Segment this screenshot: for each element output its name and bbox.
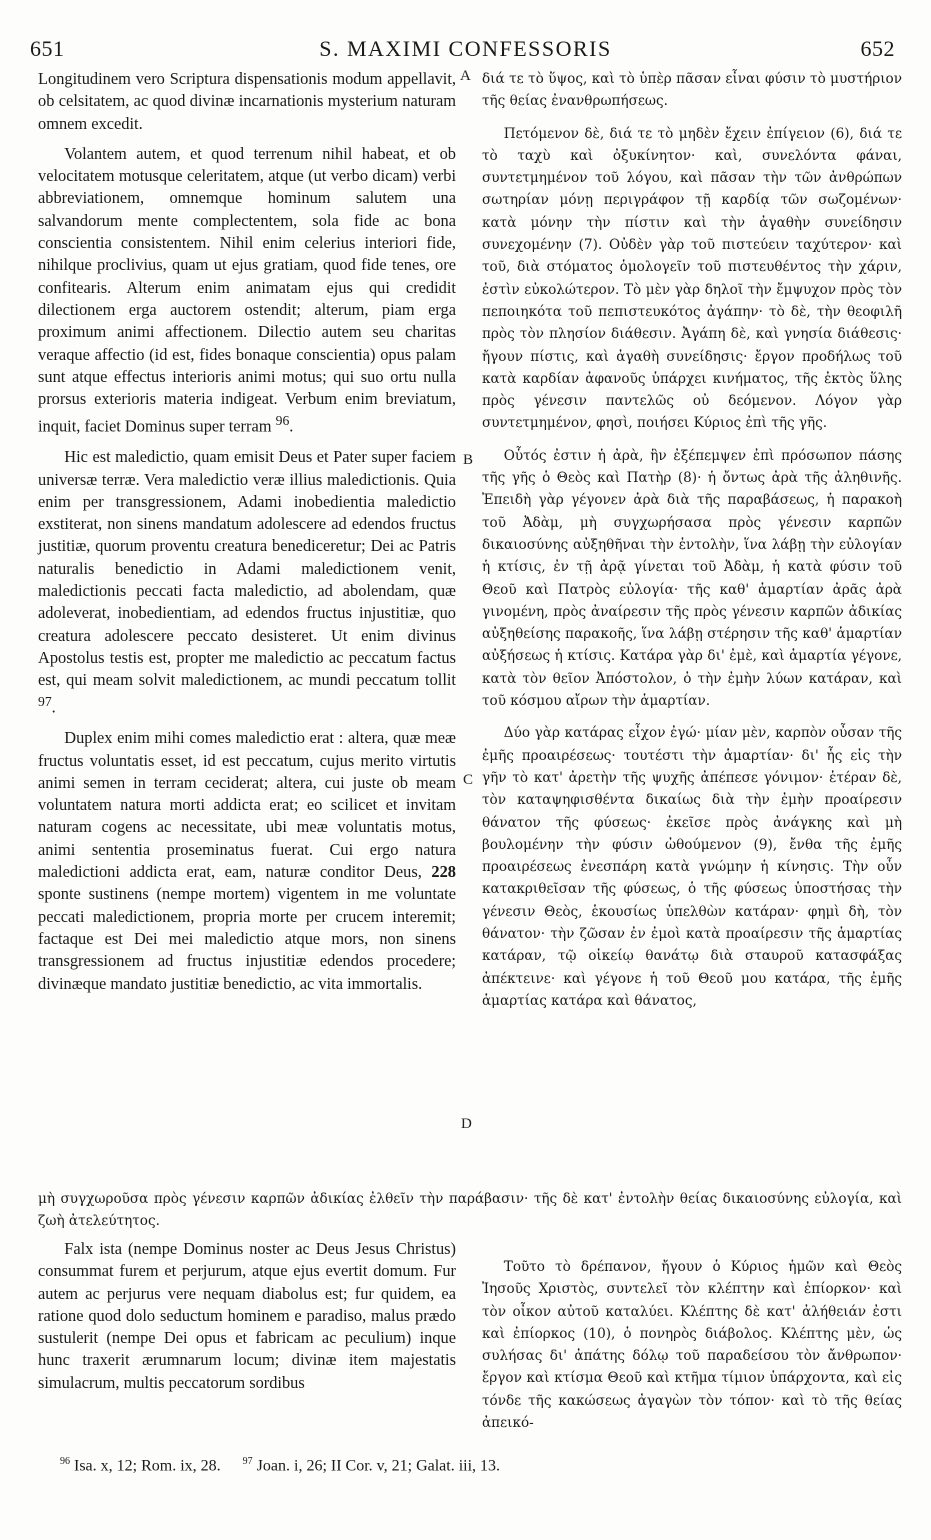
footnote-ref: 97 (38, 694, 52, 710)
latin-paragraph: Longitudinem vero Scriptura dispensationis modum appellavit, ob celsitatem, ac quod divinæ incarnationis mysterium naturam omnem excedit. (38, 69, 456, 133)
latin-paragraph: Falx ista (nempe Dominus noster ac Deus Jesus Christus) consummat furem et perjurum, atque ejus evertit domum. Fur autem ac perjurus vere nequam diabolus est; fur quidem, ea ratione quod dolo seductum hominem e paradiso, malus prædo sustulerit (nempe Dei opus et fabricam ac peculium) inque hunc traxerit ærumnarum locum; divinæ item majestatis simulacrum, multis peccatorum sordibus (38, 1239, 456, 1392)
margin-marker-a: A (460, 68, 471, 84)
latin-column-top (38, 68, 456, 995)
latin-paragraph: Duplex enim mihi comes maledictio erat : altera, quæ meæ fructus voluntatis esset, id est peccatum, cujus merito virtutis animi semen in terram ceciderat; altera, cui juste ob meam voluntatem natura morti addicta erat; eo scilicet et invitam naturam cogens ac necessitate, ubi meæ voluntatis motus, animi sententia proseminatus fuerat. Cui ergo natura maledictioni addicta erat, eam, naturæ conditor Deus, 228 sponte sustinens (nempe mortem) vigentem in me voluntate peccati maledictionem, propria morte per crucem interemit; factaque est Dei mei maledictio atque mors, non sinens transgressionem ad fructus injustitiæ edendos procedere; divinæque mandato justitiæ benedictio, ac vita immortalis. (38, 728, 456, 993)
greek-paragraph: διά τε τὸ ὕψος, καὶ τὸ ὑπὲρ πᾶσαν εἶναι φύσιν τὸ μυστήριον τῆς θείας ἐνανθρωπήσεως. (482, 71, 902, 110)
greek-column-bottom (482, 1256, 902, 1434)
footnotes: $^{96}$ Isa. x, 12; Rom. ix, 28. $^{97}$ Joan. i, 26; II Cor. v, 21; Galat. iii, 13. (60, 1456, 501, 1475)
margin-marker-c: C (463, 772, 474, 788)
footnote-ref: 96 (275, 413, 290, 429)
page-number-left: 651 (30, 36, 65, 61)
latin-paragraph: Hic est maledictio, quam emisit Deus et Pater super faciem universæ terræ. Vera maledictio veræ illius maledictionis. Quia enim per transgressionem, Adami inobedientia maledictio exstiterat, non sinens mandatum adolescere ad edendos fructus justitiæ, quorum proventu creatura benediceretur; Dei ac Patris naturalis benedictio in Adami maledictionem venit, maledictionis peccati facta maledictio, ad abolendam, quæ adoleverat, inobedientiam, ad edendos fructus injustitiæ, quo creatura adolescere peccato desisteret. Ut enim divinus Apostolus testis est, propter me maledictio ac peccatum factus est, qui meam solvit maledictionem, ac mundi peccatum tollit $^{97}$. (38, 447, 456, 717)
greek-paragraph: Οὗτός ἐστιν ἡ ἀρὰ, ἣν ἐξέπεμψεν ἐπὶ πρόσωπον πάσης τῆς γῆς ὁ Θεὸς καὶ Πατὴρ (8)· ἡ ὄντως ἀρὰ τῆς ἀληθινῆς. Ἐπειδὴ γὰρ γέγονεν ἀρὰ διὰ τῆς παραβάσεως, ἡ παρακοὴ τοῦ Ἀδὰμ, μὴ συγχωρήσασα πρὸς γένεσιν καρπῶν δικαιοσύνης αὐξηθῆναι τὴν ἐντολὴν, ἵνα λάβῃ τὴν εὐλογίαν ἡ κτίσις, ἐν τῇ ἀρᾷ γίνεται τοῦ Ἀδὰμ, ἡ κατὰ φύσιν τοῦ Θεοῦ καὶ Πατρὸς εὐλογία· τῆς καθ' ἁμαρτίαν ἀρᾶς ἀρὰ γινομένη, πρὸς ἀναίρεσιν τῆς πρὸς γένεσιν καρπῶν ἀδικίας αὐξηθείσης παρακοῆς, ἵνα λάβῃ στέρησιν τῆς καθ' ἁμαρτίαν αὐξήσεως ἡ κτίσις. Κατάρα γὰρ δι' ἐμὲ, καὶ ἁμαρτία γέγονε, κατὰ τὸν θεῖον Ἀπόστολον, ὁ τὴν ἐμὴν λύων κατάραν, καὶ τοῦ κόσμου αἴρων τὴν ἁμαρτίαν. (482, 447, 902, 710)
greek-column-top (482, 68, 902, 1012)
margin-marker-d: D (461, 1116, 472, 1132)
column-number: 228 (431, 862, 456, 882)
latin-column-bottom (38, 1238, 456, 1394)
greek-paragraph: Πετόμενον δὲ, διά τε τὸ μηδὲν ἔχειν ἐπίγειον (6), διά τε τὸ ταχὺ καὶ ὀξυκίνητον· καὶ, συνελόντα φάναι, συντετμημένον τοῦ λόγου, καὶ πᾶσαν τὴν τῶν ἀνθρώπων σωτηρίαν μόνῃ περιγράφον τῇ καρδίᾳ τῶν σωζομένων· κατὰ μόνην τὴν πίστιν καὶ τὴν ἀγαθὴν συνείδησιν συνεχομένην (7). Οὐδὲν γὰρ τοῦ πιστεύειν ταχύτερον· καὶ τοῦ, διὰ στόματος ὁμολογεῖν τοῦ πιστευθέντος τὴν χάριν, ἐστὶν εὐκολώτερον. Τὸ μὲν γὰρ δηλοῖ τὴν ἔμψυχον πρὸς τὸν πεποιηκότα τοῦ πεπιστευκότος ἀγάπην· τὸ δὲ, τὴν θεοφιλῆ πρὸς τὸν πλησίον διάθεσιν. Ἀγάπη δὲ, καὶ γνησία διάθεσις· ἤγουν πίστις, καὶ ἀγαθὴ συνείδησις· ἔργον προδήλως τοῦ κατὰ καρδίαν ἀφανοῦς ὑπάρχει κινήματος, τῆς ἐκτὸς ὕλης πρὸς γένεσιν παντελῶς οὐ δεόμενον. Λόγον γὰρ συντετμημένον, φησὶ, ποιήσει Κύριος ἐπὶ τῆς γῆς. (482, 125, 902, 432)
greek-paragraph: Τοῦτο τὸ δρέπανον, ἤγουν ὁ Κύριος ἡμῶν καὶ Θεὸς Ἰησοῦς Χριστὸς, συντελεῖ τὸν κλέπτην καὶ ἐπίορκον· καὶ τὸν οἶκον αὐτοῦ καταλύει. Κλέπτης δὲ κατ' ἀλήθειάν ἐστι καὶ ἐπίορκος (10), ὁ πονηρὸς διάβολος. Κλέπτης μὲν, ὡς συλήσας δι' ἀπάτης δόλῳ τοῦ παραδείσου τὸν ἄνθρωπον· ἔργον καὶ κτίσμα Θεοῦ καὶ κτῆμα τίμιον ὑπάρχοντα, καὶ εἰς τόνδε τῆς κακώσεως ἀγαγὼν τὸν τόπον· καὶ τὸ τῆς θείας ἀπεικό- (482, 1259, 902, 1432)
footnote-97: Joan. i, 26; II Cor. v, 21; Galat. iii, 13. (256, 1457, 501, 1475)
running-title: S. MAXIMI CONFESSORIS (319, 36, 612, 61)
greek-bridge-line: μὴ συγχωροῦσα πρὸς γένεσιν καρπῶν ἀδικίας ἐλθεῖν τὴν παράβασιν· τῆς δὲ κατ' ἐντολὴν θείας δικαιοσύνης εὐλογία, καὶ ζωὴ ἀτελεύτητος. (38, 1191, 902, 1230)
page-number-right: 652 (860, 36, 895, 61)
latin-paragraph: Volantem autem, et quod terrenum nihil habeat, et ob velocitatem motusque celeritatem, atque (ut verbo dicam) verbi abbreviationem, omnemque hominum salutem una salvandorum mente complectentem, sola fide ac bona conscientia consistentem. Nihil enim celerius interiori fide, nihilque proclivius, quam ut ejus gratiam, quod fide tenes, ore confitearis. Alterum enim animatam ejus qui credidit dilectionem erga auctorem ostendit; alterum, piam erga proximum animi affectionem. Dilectio autem seu charitas veraque affectio (id est, fides bonaque conscientia) opus palam sunt atque effectus interioris animi motus; qui suo ortu nulla prorsus exterioris materia indigeat. Verbum enim breviatum, inquit, faciet Dominus super terram $^{96}$. (38, 143, 456, 436)
margin-marker-b: B (463, 452, 474, 468)
footnote-96: Isa. x, 12; Rom. ix, 28. (74, 1457, 221, 1475)
greek-paragraph: Δύο γὰρ κατάρας εἶχον ἐγώ· μίαν μὲν, καρπὸν οὖσαν τῆς ἐμῆς προαιρέσεως· τουτέστι τὴν ἁμαρτίαν· δι' ἧς εἰς τὴν γῆν τὸ κατ' ἀρετὴν τῆς ψυχῆς ἀπέπεσε γόνιμον· ἑτέραν δὲ, τὸν καταψηφισθέντα δικαίως διὰ τὴν ἐμὴν προαίρεσιν θάνατον τῆς φύσεως· ἐκεῖσε πρὸς ἀνάγκης καὶ μὴ βουλομένην τὴν φύσιν ὠθούμενον (9), ἔνθα τῆς ἐμῆς προαιρέσεως ἐνεσπάρη κατὰ γνώμην ἡ κίνησις. Τὴν οὖν κατακριθεῖσαν τῆς φύσεως, ὁ τῆς φύσεως ὑποστήσας τὴν γένεσιν Θεὸς, ἑκουσίως ὑπελθὼν κατάραν· φημὶ δὴ, τὸν θάνατον· τὴν ζῶσαν ἐν ἐμοὶ κατὰ προαίρεσιν τῆς ἁμαρτίας κατάραν, τῷ οἰκείῳ θανάτῳ διὰ σταυροῦ κατασφάξας ἀπέκτεινε· καὶ γέγονε ἡ τοῦ Θεοῦ μου κατάρα, τῆς ἐμῆς ἁμαρτίας κατάρα καὶ θάνατος, (482, 725, 902, 1009)
